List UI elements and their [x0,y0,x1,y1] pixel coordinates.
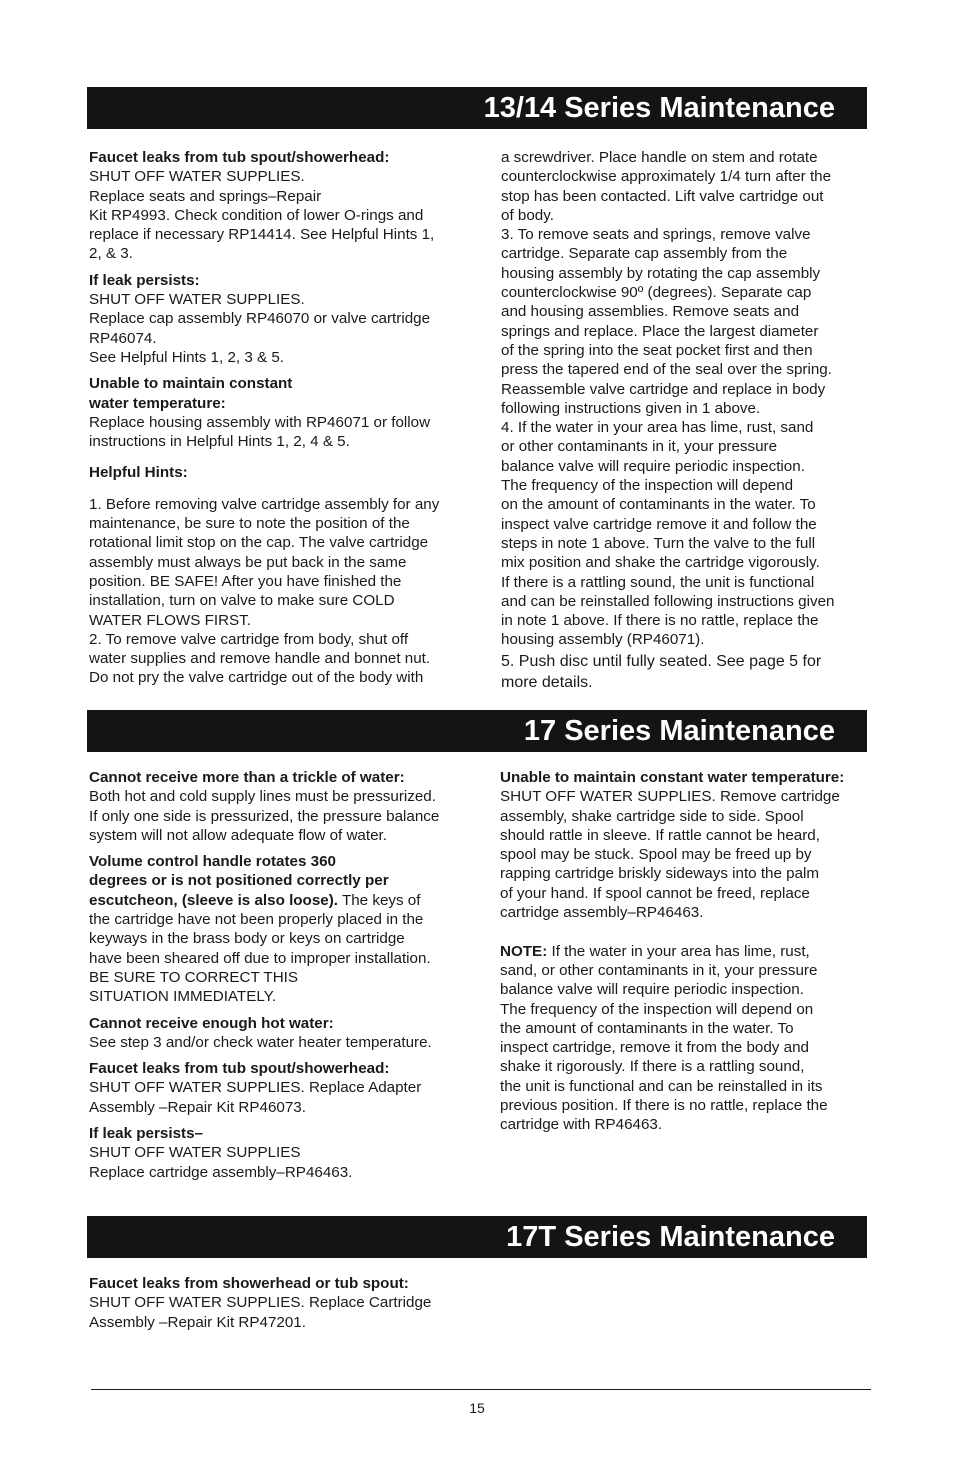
text-line: 3. To remove seats and springs, remove valve [501,226,811,244]
hint-line: water supplies and remove handle and bonnet nut. [89,650,431,668]
heading-helpful-hints: Helpful Hints: [89,464,188,482]
text-line: the amount of contaminants in the water. To [500,1019,794,1037]
text-line: inspect valve cartridge remove it and follow the [501,515,817,533]
text-line: keyways in the brass body or keys on cartridge [89,930,405,948]
text-line: springs and replace. Place the largest diameter [501,322,819,340]
heading-volume-control-2: degrees or is not positioned correctly per [89,872,389,890]
text-line: of the spring into the seat pocket first and then [501,341,813,359]
heading-volume-control: Volume control handle rotates 360 [89,853,336,871]
text-line: steps in note 1 above. Turn the valve to the full [501,534,816,552]
note-label: NOTE: [500,942,548,960]
text-line: instructions in Helpful Hints 1, 2, 4 & 5. [89,433,350,451]
heading-hot-water: Cannot receive enough hot water: [89,1014,334,1032]
text-line: a screwdriver. Place handle on stem and rotate [501,149,818,166]
text-line: the unit is functional and can be reinstalled in its [500,1077,823,1095]
heading-if-leak-persists: If leak persists– [89,1125,203,1143]
section-13-14-title: 13/14 Series Maintenance [87,87,867,129]
text-line: housing assembly by rotating the cap assembly [501,264,821,282]
text-line: Kit RP4993. Check condition of lower O-rings and [89,206,424,224]
text-line: See step 3 and/or check water heater temperature. [89,1033,432,1051]
text-line: assembly, shake cartridge side to side. Spool [500,807,804,825]
text-line: SHUT OFF WATER SUPPLIES. [89,291,305,309]
text-line: should rattle in sleeve. If rattle cannot be heard, [500,826,820,844]
section-17-right-column [500,768,878,1135]
text-line: of your hand. If spool cannot be freed, replace [500,884,810,902]
text-line: The frequency of the inspection will depend on [500,1000,814,1018]
text-line [89,891,484,910]
heading-trickle: Cannot receive more than a trickle of water: [89,769,405,786]
text-line: counterclockwise approximately 1/4 turn after the [501,168,832,186]
text-line: counterclockwise 90º (degrees). Separate cap [501,284,812,302]
text-line: the cartridge have not been properly placed in the [89,911,424,929]
text-line: press the tapered end of the seal over the spring. [501,361,832,379]
section-17t-column [89,1274,484,1332]
text-line: stop has been contacted. Lift valve cartridge out [501,187,824,205]
text-line: Replace seats and springs–Repair [89,187,322,205]
text-line: previous position. If there is no rattle, replace the [500,1097,828,1115]
text-line: or other contaminants in it, your pressure [501,438,778,456]
text-line: in note 1 above. If there is no rattle, replace the [501,612,819,630]
hint-line: position. BE SAFE! After you have finished the [89,572,402,590]
text-line: housing assembly (RP46071). [501,631,705,649]
text-line: inspect cartridge, remove it from the body and [500,1039,809,1057]
text-line: and housing assemblies. Remove seats and [501,303,800,321]
hint-line: 1. Before removing valve cartridge assembly for any [89,495,440,513]
text-line: and can be reinstalled following instructions given [501,592,835,610]
text-line: If there is a rattling sound, the unit is functional [501,573,815,591]
text-line: Assembly –Repair Kit RP46073. [89,1098,306,1116]
text-line: mix position and shake the cartridge vigorously. [501,554,820,572]
text-line [500,942,878,961]
hint-line: assembly must always be put back in the same [89,553,407,571]
section-17-title: 17 Series Maintenance [87,710,867,752]
text-line: Replace cartridge assembly–RP46463. [89,1163,353,1181]
hint-5-line: more details. [501,673,593,691]
heading-constant-temp: Unable to maintain constant water temperature: [500,769,845,786]
hint-line: WATER FLOWS FIRST. [89,611,251,629]
text-line: sand, or other contaminants in it, your pressure [500,961,818,979]
text-line: Assembly –Repair Kit RP47201. [89,1313,306,1331]
text-line: cartridge. Separate cap assembly from the [501,245,788,263]
text-line: have been sheared off due to improper installation. [89,949,431,967]
text-line: The frequency of the inspection will depend [501,477,794,495]
text-inline: The keys of [338,891,421,909]
text-line: cartridge with RP46463. [500,1116,663,1134]
text-line: cartridge assembly–RP46463. [500,904,704,922]
text-line: 4. If the water in your area has lime, rust, sand [501,419,814,437]
heading-constant-temp: Unable to maintain constant [89,375,293,393]
heading-faucet-leaks: Faucet leaks from tub spout/showerhead: [89,1060,390,1078]
text-line: shake it rigorously. If there is a rattling sound, [500,1058,805,1076]
heading-volume-control-3: escutcheon, (sleeve is also loose). [89,891,339,909]
text-line: on the amount of contaminants in the water. To [501,496,816,514]
text-line: system will not allow adequate flow of water. [89,826,387,844]
text-line: SITUATION IMMEDIATELY. [89,988,277,1006]
footer-rule [91,1389,871,1390]
text-line: balance valve will require periodic inspection. [500,981,804,999]
hint-5-line: 5. Push disc until fully seated. See page 5 for [501,652,822,670]
text-line: If only one side is pressurized, the pressure balance [89,807,440,825]
text-line: 2, & 3. [89,245,133,263]
text-line: RP46074. [89,329,157,347]
heading-if-leak-persists: If leak persists: [89,271,200,289]
section-13-14-left-column [89,148,484,688]
section-17-left-column [89,768,484,1182]
page-number: 15 [469,1400,485,1416]
text-line: of body. [501,206,554,224]
text-inline: If the water in your area has lime, rust, [547,942,810,960]
hint-line: Do not pry the valve cartridge out of the body with [89,669,424,687]
hint-line: maintenance, be sure to note the position of the [89,515,410,533]
text-line: Replace cap assembly RP46070 or valve cartridge [89,310,431,328]
text-line: SHUT OFF WATER SUPPLIES. Replace Adapter [89,1079,422,1097]
text-line: following instructions given in 1 above. [501,399,761,417]
hint-line: 2. To remove valve cartridge from body, shut off [89,630,409,648]
text-line: spool may be stuck. Spool may be freed up by [500,846,812,864]
text-line: SHUT OFF WATER SUPPLIES. Replace Cartridge [89,1294,432,1312]
text-line: Both hot and cold supply lines must be pressurized. [89,788,436,806]
section-17t-title: 17T Series Maintenance [87,1216,867,1258]
text-line: SHUT OFF WATER SUPPLIES. [89,168,305,186]
text-line: Replace housing assembly with RP46071 or follow [89,413,431,431]
section-13-14-right-column [501,148,876,693]
text-line: replace if necessary RP14414. See Helpful Hints 1, [89,226,435,244]
text-line: rapping cartridge briskly sideways into the palm [500,865,820,883]
text-line: balance valve will require periodic inspection. [501,457,805,475]
text-line: BE SURE TO CORRECT THIS [89,968,299,986]
text-line: See Helpful Hints 1, 2, 3 & 5. [89,348,285,366]
hint-line: rotational limit stop on the cap. The valve cartridge [89,534,429,552]
text-line: Reassemble valve cartridge and replace in body [501,380,826,398]
heading-constant-temp-2: water temperature: [89,394,226,412]
heading-faucet-leaks: Faucet leaks from tub spout/showerhead: [89,149,390,166]
heading-faucet-leaks: Faucet leaks from showerhead or tub spout: [89,1275,409,1292]
hint-line: installation, turn on valve to make sure COLD [89,592,395,610]
text-line: SHUT OFF WATER SUPPLIES. Remove cartridge [500,788,840,806]
text-line: SHUT OFF WATER SUPPLIES [89,1144,301,1162]
